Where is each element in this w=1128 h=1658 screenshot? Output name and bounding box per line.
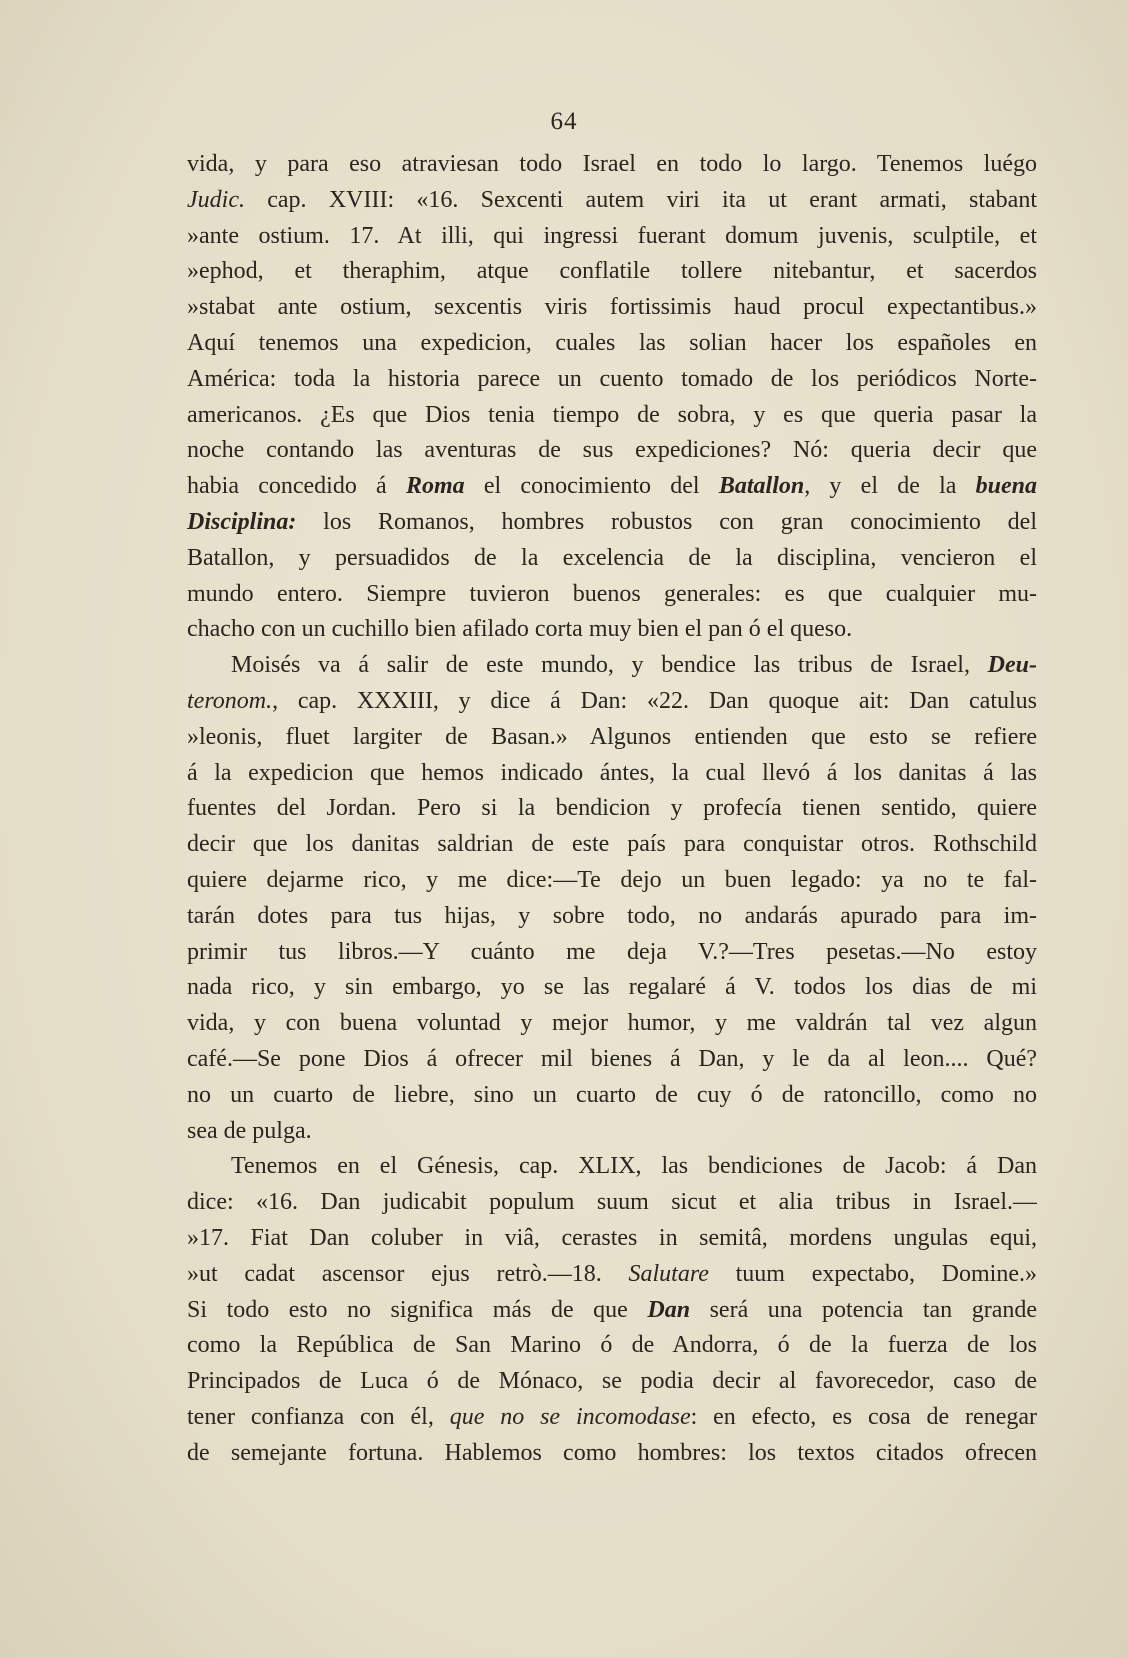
text-line (187, 433, 1037, 469)
text-segment: Principados de Luca ó de Mónaco, se podia decir al favorecedor, caso de (187, 1368, 1037, 1395)
text-segment: »17. Fiat Dan coluber in viâ, cerastes in semitâ, mordens ungulas equi, (187, 1224, 1037, 1251)
text-segment: »ut cadat ascensor ejus retrò.—18. (187, 1260, 629, 1287)
text-segment: »ephod, et theraphim, atque conflatile tollere nitebantur, et sacerdos (187, 258, 1037, 285)
text-segment: vida, y para eso atraviesan todo Israel en todo lo largo. Tenemos luégo (187, 151, 1037, 177)
text-segment: no un cuarto de liebre, sino un cuarto de cuy ó de ratoncillo, como no (187, 1081, 1037, 1108)
text-segment: chacho con un cuchillo bien afilado corta muy bien el pan ó el queso. (187, 616, 853, 643)
text-line (187, 791, 1037, 827)
text-segment: los Romanos, hombres robustos con gran conocimiento del (296, 508, 1037, 535)
text-segment: americanos. ¿Es que Dios tenia tiempo de sobra, y es que queria pasar la (187, 401, 1037, 428)
text-line (187, 1293, 1037, 1329)
body-text (187, 147, 1037, 1471)
text-line (187, 827, 1037, 863)
text-segment: nada rico, y sin embargo, yo se las regalaré á V. todos los dias de mi (187, 974, 1037, 1001)
emphasized-text: Dan (647, 1296, 691, 1323)
text-line (187, 1436, 1037, 1472)
text-segment: el conocimiento del (464, 473, 719, 500)
text-line (187, 935, 1037, 971)
emphasized-text: que no se incomodase (449, 1403, 691, 1430)
text-line (187, 577, 1037, 613)
text-line (187, 254, 1037, 290)
text-line (187, 1328, 1037, 1364)
text-line (187, 505, 1037, 541)
text-line (187, 1042, 1037, 1078)
text-segment: Si todo esto no significa más de que (187, 1296, 648, 1323)
text-segment: noche contando las aventuras de sus expediciones? Nó: queria decir que (187, 437, 1037, 464)
text-line (187, 1078, 1037, 1114)
text-line (187, 612, 1037, 648)
text-segment: decir que los danitas saldrian de este país para conquistar otros. Rothschild (187, 831, 1037, 858)
text-line (187, 147, 1037, 183)
text-segment: América: toda la historia parece un cuento tomado de los periódicos Norte- (187, 365, 1037, 392)
emphasized-text: Judic. (187, 186, 245, 213)
emphasized-text: Deu- (987, 652, 1037, 679)
text-line (187, 1257, 1037, 1293)
text-segment: café.—Se pone Dios á ofrecer mil bienes á Dan, y le da al leon.... Qué? (187, 1045, 1037, 1072)
text-segment: , y el de la (804, 473, 976, 500)
text-segment: »stabat ante ostium, sexcentis viris fortissimis haud procul expectantibus.» (187, 294, 1037, 321)
text-line (187, 1400, 1037, 1436)
text-segment: como la República de San Marino ó de Andorra, ó de la fuerza de los (187, 1332, 1037, 1359)
text-line (187, 1221, 1037, 1257)
text-line (187, 183, 1037, 219)
text-line (187, 899, 1037, 935)
emphasized-text: Roma (405, 473, 465, 500)
text-line (187, 398, 1037, 434)
text-line (187, 1149, 1037, 1185)
text-segment: quiere dejarme rico, y me dice:—Te dejo un buen legado: ya no te fal- (187, 866, 1037, 893)
text-segment: á la expedicion que hemos indicado ántes, la cual llevó á los danitas á las (187, 759, 1037, 786)
text-segment: dice: «16. Dan judicabit populum suum sicut et alia tribus in Israel.— (187, 1189, 1037, 1216)
text-segment: tuum expectabo, Domine.» (708, 1260, 1037, 1287)
text-line (187, 1006, 1037, 1042)
page-number: 64 (550, 108, 578, 135)
text-line (187, 756, 1037, 792)
text-line (187, 219, 1037, 255)
text-segment: sea de pulga. (187, 1117, 312, 1144)
emphasized-text: Disciplina: (187, 508, 297, 535)
text-line (187, 326, 1037, 362)
emphasized-text: Salutare (628, 1260, 709, 1287)
text-line (187, 290, 1037, 326)
text-segment: Tenemos en el Génesis, cap. XLIX, las bendiciones de Jacob: á Dan (231, 1153, 1037, 1180)
text-segment: primir tus libros.—Y cuánto me deja V.?—Tres pesetas.—No estoy (187, 938, 1037, 965)
text-segment: »leonis, fluet largiter de Basan.» Algunos entienden que esto se refiere (187, 723, 1037, 750)
text-segment: vida, y con buena voluntad y mejor humor, y me valdrán tal vez algun (187, 1010, 1037, 1037)
text-segment: de semejante fortuna. Hablemos como hombres: los textos citados ofrecen (187, 1439, 1037, 1466)
text-segment: : en efecto, es cosa de renegar (690, 1403, 1037, 1430)
text-line (187, 720, 1037, 756)
text-segment: , cap. XXXIII, y dice á Dan: «22. Dan quoque ait: Dan catulus (272, 687, 1037, 714)
text-segment: fuentes del Jordan. Pero si la bendicion y profecía tienen sentido, quiere (187, 795, 1037, 822)
text-line (187, 469, 1037, 505)
text-segment: mundo entero. Siempre tuvieron buenos generales: es que cualquier mu- (187, 580, 1037, 607)
text-line (187, 970, 1037, 1006)
text-line (187, 541, 1037, 577)
text-line (187, 1364, 1037, 1400)
text-segment: tener confianza con él, (187, 1403, 450, 1430)
text-segment: »ante ostium. 17. At illi, qui ingressi fuerant domum juvenis, sculptile, et (187, 222, 1037, 249)
text-line (187, 863, 1037, 899)
text-segment: será una potencia tan grande (690, 1296, 1037, 1323)
text-line (187, 1114, 1037, 1150)
text-segment: Batallon, y persuadidos de la excelencia de la disciplina, vencieron el (187, 544, 1037, 571)
text-segment: cap. XVIII: «16. Sexcenti autem viri ita ut erant armati, stabant (244, 186, 1037, 213)
text-line (187, 684, 1037, 720)
text-segment: habia concedido á (187, 473, 406, 500)
text-segment: tarán dotes para tus hijas, y sobre todo, no andarás apurado para im- (187, 902, 1037, 929)
text-line (187, 1185, 1037, 1221)
emphasized-text: Batallon (718, 473, 805, 500)
text-line (187, 648, 1037, 684)
text-segment: Moisés va á salir de este mundo, y bendice las tribus de Israel, (231, 652, 988, 679)
text-segment: Aquí tenemos una expedicion, cuales las solian hacer los españoles en (187, 329, 1037, 356)
text-line (187, 362, 1037, 398)
emphasized-text: teronom. (187, 687, 273, 714)
emphasized-text: buena (975, 473, 1037, 500)
